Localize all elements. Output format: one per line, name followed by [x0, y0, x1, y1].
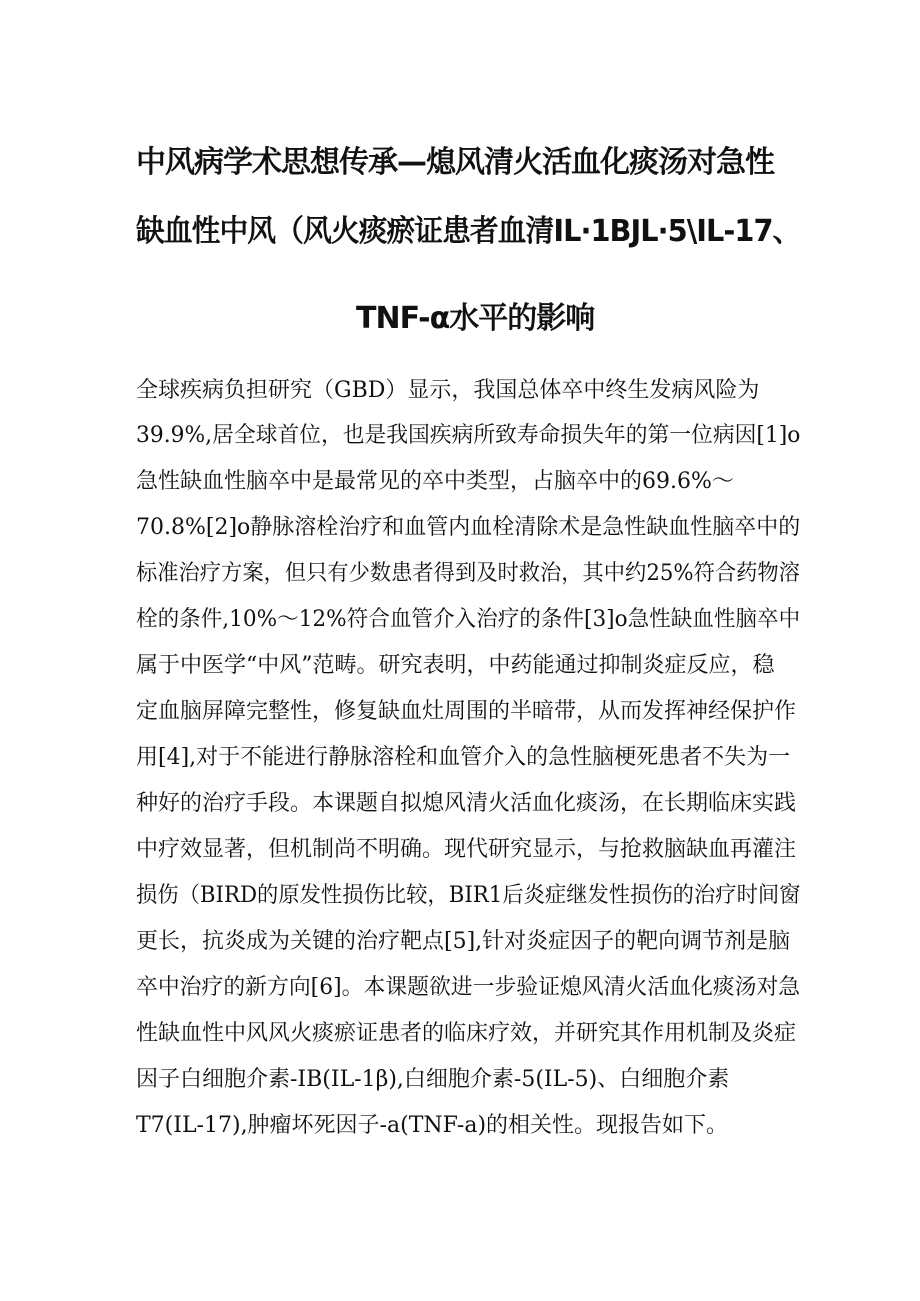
- body-line: 更长，抗炎成为关键的治疗靶点[5],针对炎症因子的靶向调节剂是脑: [136, 929, 791, 954]
- body-line: T7(IL-17),肿瘤坏死因子-a(TNF-a)的相关性。现报告如下。: [136, 1113, 729, 1138]
- body-line: 定血脑屏障完整性，修复缺血灶周围的半暗带，从而发挥神经保护作: [136, 699, 797, 724]
- body-line: 损伤（BIRD的原发性损伤比较，BIR1后炎症继发性损伤的治疗时间窗: [136, 883, 801, 908]
- body-line: 全球疾病负担研究（GBD）显示，我国总体卒中终生发病风险为: [136, 378, 760, 403]
- body-line: 栓的条件,10%～12%符合血管介入治疗的条件[3]o急性缺血性脑卒中: [136, 607, 801, 632]
- title-line-3: TNF-α水平的影响: [356, 301, 595, 336]
- body-line: 性缺血性中风风火痰瘀证患者的临床疗效，并研究其作用机制及炎症: [136, 1021, 797, 1046]
- body-line: 种好的治疗手段。本课题自拟熄风清火活血化痰汤，在长期临床实践: [136, 791, 797, 816]
- body-line: 中疗效显著，但机制尚不明确。现代研究显示，与抢救脑缺血再灌注: [136, 837, 797, 862]
- body-line: 因子白细胞介素-IB(IL-1β),白细胞介素-5(IL-5)、白细胞介素: [136, 1067, 730, 1092]
- body-line: 70.8%[2]o静脉溶栓治疗和血管内血栓清除术是急性缺血性脑卒中的: [136, 515, 801, 540]
- body-line: 属于中医学“中风”范畴。研究表明，中药能通过抑制炎症反应，稳: [136, 653, 775, 678]
- body-line: 39.9%,居全球首位，也是我国疾病所致寿命损失年的第一位病因[1]o: [136, 423, 801, 448]
- body-line: 卒中治疗的新方向[6]。本课题欲进一步验证熄风清火活血化痰汤对急: [136, 975, 801, 1000]
- body-line: 急性缺血性脑卒中是最常见的卒中类型，占脑卒中的69.6%～: [136, 469, 734, 494]
- title-line-2: 缺血性中风（风火痰瘀证患者血清IL·1BJL·5\IL-17、: [136, 214, 801, 249]
- title-line-1: 中风病学术思想传承—熄风清火活血化痰汤对急性: [136, 145, 774, 180]
- body-line: 用[4],对于不能进行静脉溶栓和血管介入的急性脑梗死患者不失为一: [136, 745, 791, 770]
- body-line: 标准治疗方案，但只有少数患者得到及时救治，其中约25%符合药物溶: [136, 561, 800, 586]
